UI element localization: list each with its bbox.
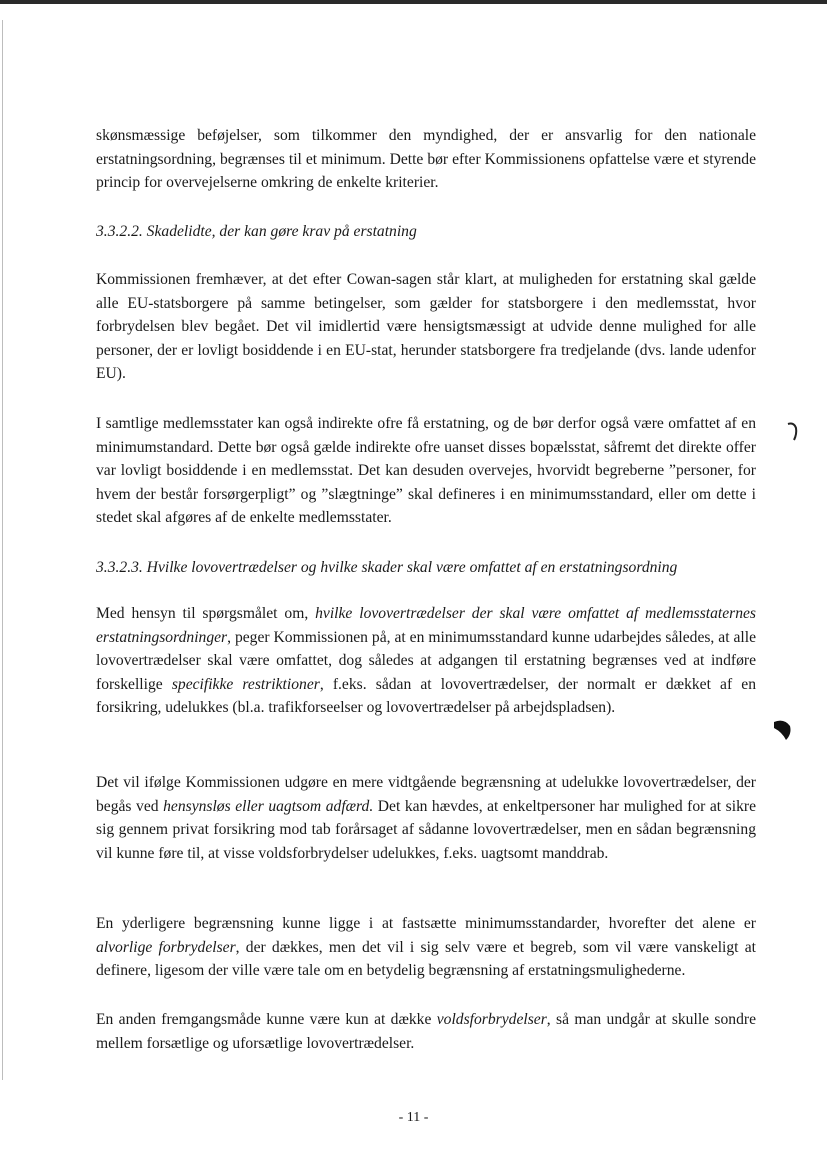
paragraph-5 [96,771,756,865]
section-heading-3-3-2-3: 3.3.2.3. Hvilke lovovertrædelser og hvilke skader skal være omfattet af en erstatningsordning [96,559,678,576]
section-heading-3-3-2-2: 3.3.2.2. Skadelidte, der kan gøre krav på erstatning [96,223,417,240]
text-run: En anden fremgangsmåde kunne være kun at dække [96,1011,437,1028]
emphasis-run: voldsforbrydelser [436,1011,547,1028]
emphasis-run: hensynsløs eller uagtsom adfærd. [163,797,374,815]
text-run: Det kan hævdes, at enkeltpersoner har mulighed for at sikre sig gennem privat forsikring mod tab forårsaget af sådanne lovovertrædelser, men en sådan begrænsning vil kunne føre til, at visse voldsforbrydelser udelukkes, f.eks. uagtsomt manddrab. [96,797,756,862]
text-run: , der dækkes, men det vil i sig selv være et begreb, som vil være vanskeligt at definere, ligesom der ville være tale om en betydelig begrænsning af erstatningsmulighederne. [96,938,756,979]
paragraph-2: Kommissionen fremhæver, at det efter Cowan-sagen står klart, at muligheden for erstatning skal gælde alle EU-statsborgere på samme betingelser, som gælder for statsborgere i den medlemsstat, hvor forbrydelsen blev begået. Det vil imidlertid være hensigtsmæssigt at udvide denne mulighed for alle personer, der er lovligt bosiddende i en EU-stat, herunder statsborgere fra tredjelande (dvs. lande udenfor EU). [96,271,756,382]
emphasis-run: hvilke lovovertrædelser der skal være omfattet af medlemsstaternes erstatningsordninger [96,605,756,646]
paragraph-4 [96,602,756,720]
emphasis-run: specifikke restriktioner [171,675,320,693]
scan-top-border [0,0,827,4]
paragraph-3: I samtlige medlemsstater kan også indirekte ofre få erstatning, og de bør derfor også være omfattet af en minimumstandard. Dette bør også gælde indirekte ofre uanset disses bopælsstat, såfremt det direkte offer var lovligt bosiddende i en medlemsstat. Det kan desuden overvejes, hvorvidt begreberne ”personer, for hvem der består forsørgerpligt” og ”slægtninge” skal defineres i en minimumsstandard, eller om dette i stedet skal afgøres af de enkelte medlemsstater. [96,415,756,526]
paragraph-1: skønsmæssige beføjelser, som tilkommer den myndighed, der er ansvarlig for den nationale erstatningsordning, begrænses til et minimum. Dette bør efter Kommissionens opfattelse være et styrende princip for overvejelserne omkring de enkelte kriterier. [96,127,756,191]
paragraph-7 [96,1008,756,1055]
text-run: En yderligere begrænsning kunne ligge i at fastsætte minimumsstandarder, hvorefter det alene er [96,915,756,932]
text-run: , peger Kommissionen på, at en minimumsstandard kunne udarbejdes således, at alle lovovertrædelser skal være omfattet, dog således at adgangen til erstatning begrænses ved at indføre forskellige [96,628,756,693]
paragraph-6 [96,912,756,983]
page-number: - 11 - [398,1110,429,1125]
emphasis-run: alvorlige forbrydelser [96,938,236,956]
text-run: Med hensyn til spørgsmålet om, [96,605,316,622]
text-run: , så man undgår at skulle sondre mellem forsætlige og uforsætlige lovovertrædelser. [96,1011,756,1052]
scan-artifact-mark [786,420,800,442]
text-run: , f.eks. sådan at lovovertrædelser, der normalt er dækket af en forsikring, udelukkes (bl.a. trafikforseelser og lovovertrædelser på arbejdspladsen). [96,675,757,716]
text-run: Det vil ifølge Kommissionen udgøre en mere vidtgående begrænsning at udelukke lovovertrædelser, der begås ved [96,774,756,815]
scan-left-edge [2,20,3,1080]
scan-artifact-mark [770,716,792,742]
